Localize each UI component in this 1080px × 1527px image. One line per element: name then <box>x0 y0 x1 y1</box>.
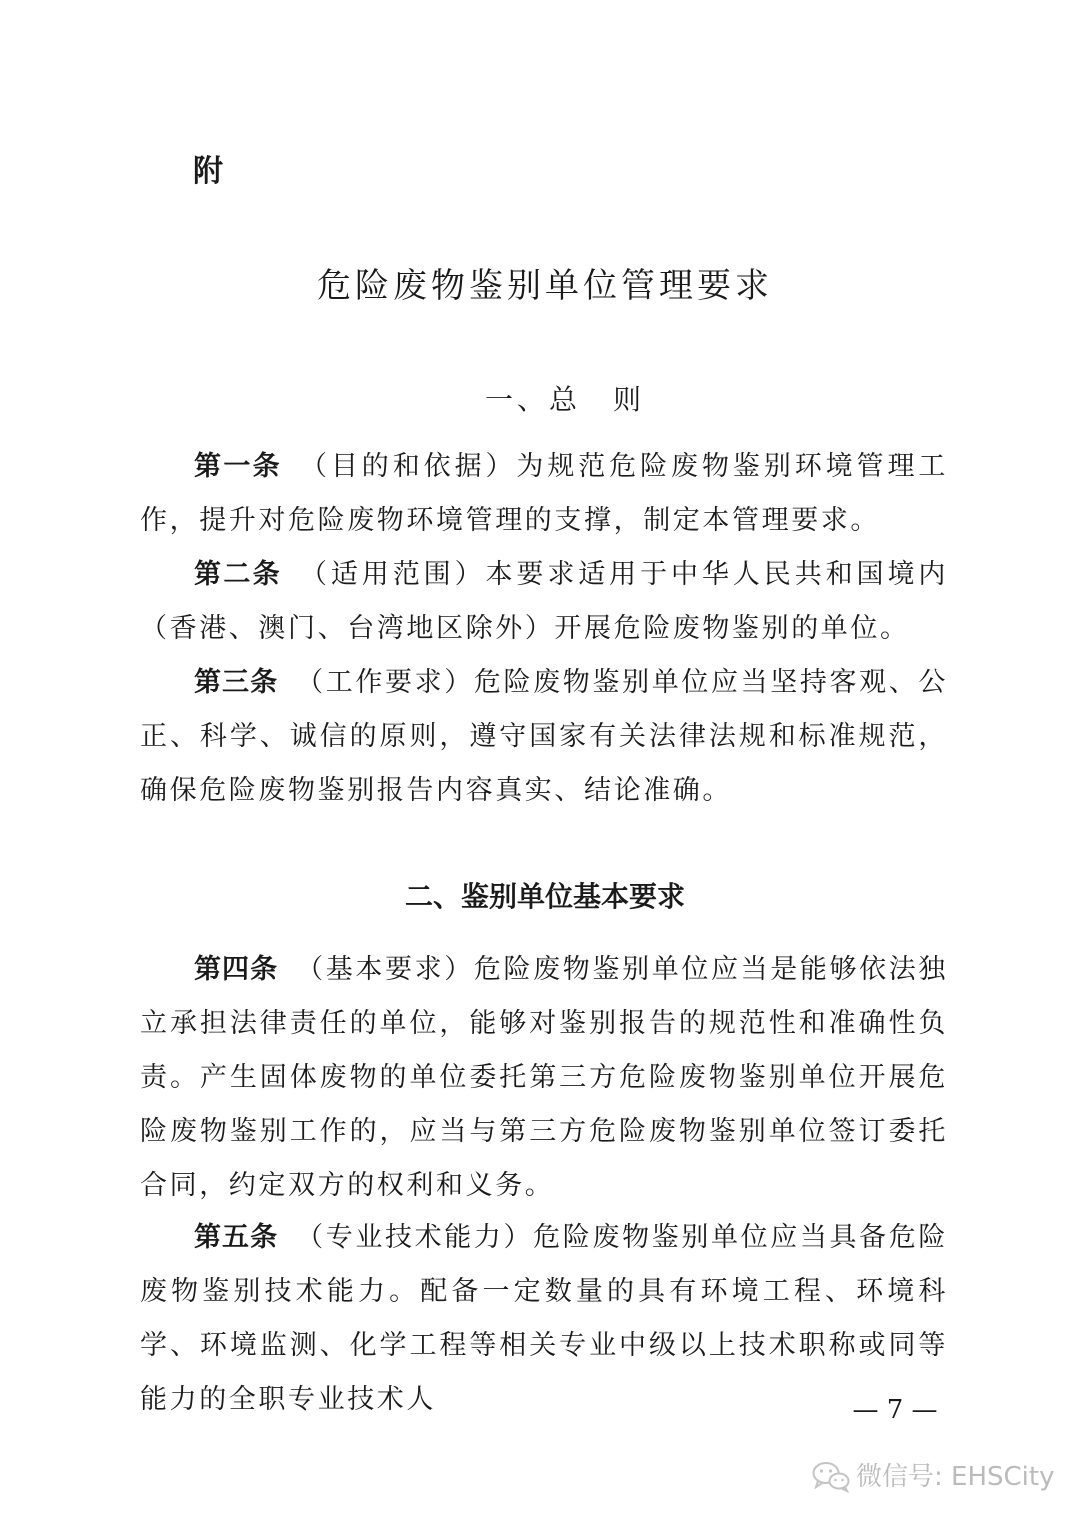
article-5 <box>140 1211 948 1427</box>
attachment-label: 附 <box>193 154 223 189</box>
watermark <box>812 1457 1054 1497</box>
article-1 <box>140 440 948 548</box>
article-number: 第四条 <box>194 954 279 985</box>
article-text: （工作要求）危险废物鉴别单位应当坚持客观、公正、科学、诚信的原则，遵守国家有关法律法规和标准规范，确保危险废物鉴别报告内容真实、结论准确。 <box>140 667 949 806</box>
article-text: （目的和依据）为规范危险废物鉴别环境管理工作，提升对危险废物环境管理的支撑，制定本管理要求。 <box>140 451 948 536</box>
article-number: 第一条 <box>194 451 282 482</box>
section-heading-basic-requirements: 二、鉴别单位基本要求 <box>404 880 685 913</box>
article-text: （专业技术能力）危险废物鉴别单位应当具备危险废物鉴别技术能力。配备一定数量的具有环境工程、环境科学、环境监测、化学工程等相关专业中级以上技术职称或同等能力的全职专业技术人 <box>140 1222 949 1415</box>
article-4 <box>140 943 948 1213</box>
document-title: 危险废物鉴别单位管理要求 <box>317 266 773 306</box>
watermark-text: 微信号: EHSCity <box>856 1462 1055 1492</box>
article-text: （基本要求）危险废物鉴别单位应当是能够依法独立承担法律责任的单位，能够对鉴别报告的规范性和准确性负责。产生固体废物的单位委托第三方危险废物鉴别单位开展危险废物鉴别工作的，应当与第三方危险废物鉴别单位签订委托合同，约定双方的权利和义务。 <box>140 954 949 1201</box>
article-text: （适用范围）本要求适用于中华人民共和国境内（香港、澳门、台湾地区除外）开展危险废物鉴别的单位。 <box>140 559 948 644</box>
article-3 <box>140 656 948 818</box>
article-number: 第三条 <box>194 667 279 698</box>
wechat-icon <box>812 1461 850 1493</box>
page-number: — 7 — <box>852 1395 938 1425</box>
article-number: 第二条 <box>194 559 282 590</box>
article-number: 第五条 <box>194 1222 279 1253</box>
section-heading-general: 一、总 则 <box>484 383 645 416</box>
article-2 <box>140 548 948 656</box>
